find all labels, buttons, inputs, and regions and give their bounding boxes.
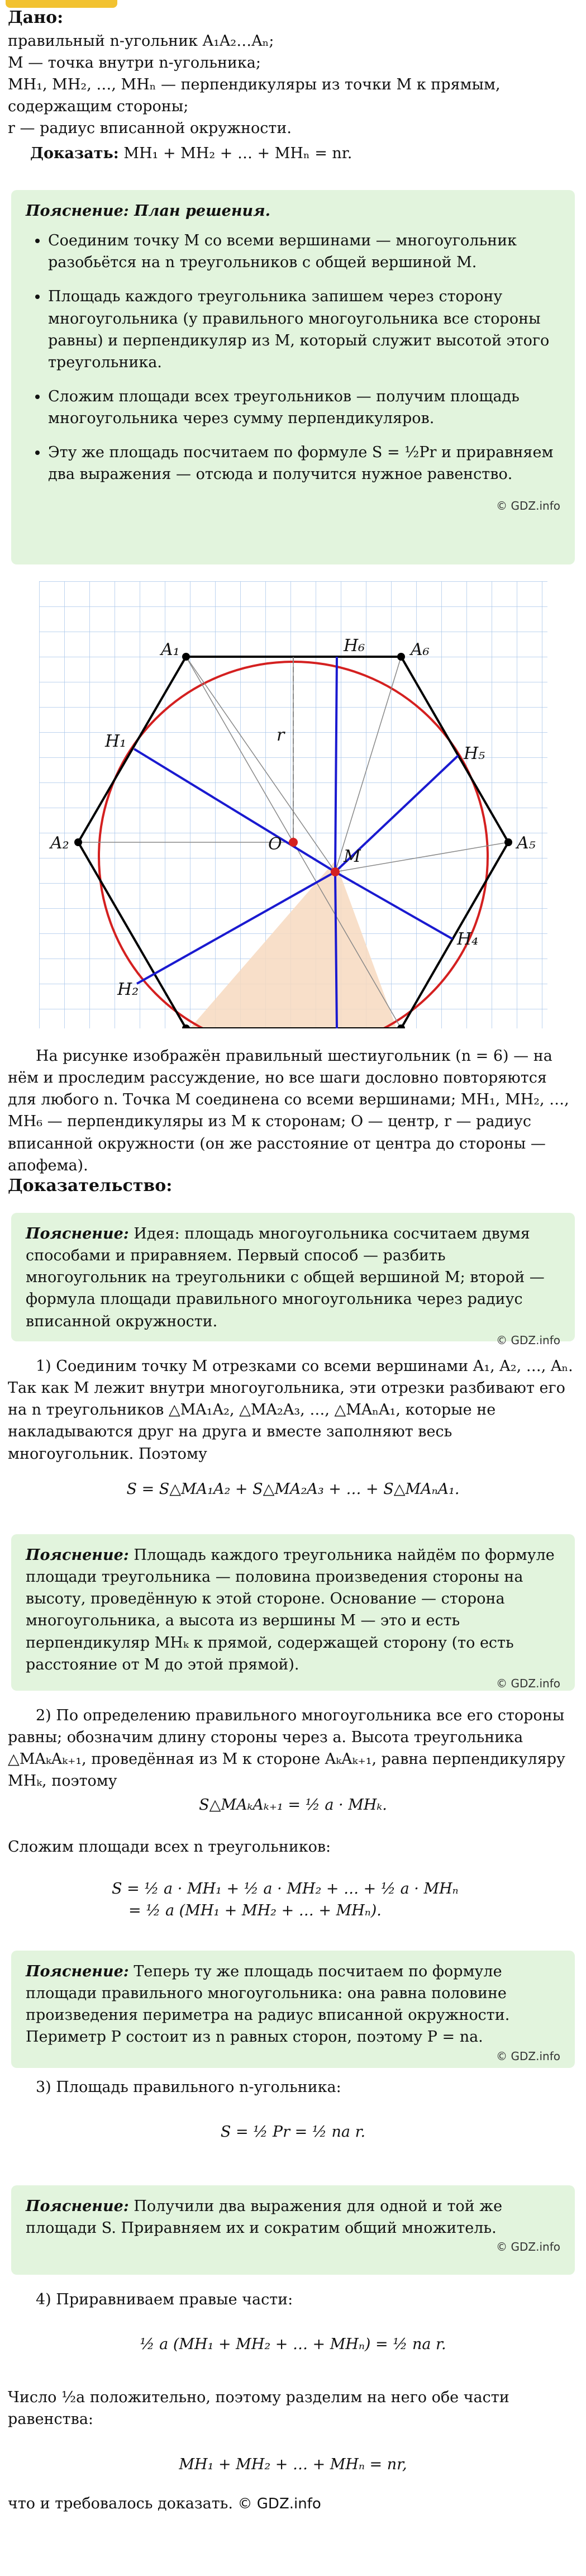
- conclusion-text: что и требовалось доказать.: [8, 2495, 233, 2512]
- label-H6: H₆: [344, 636, 365, 656]
- label-H5: H₅: [464, 744, 485, 763]
- label-A6: A₆: [411, 640, 430, 660]
- center-point: [289, 838, 298, 847]
- step-1: 1) Соединим точку M отрезками со всеми вершинами A₁, A₂, …, Aₙ. Так как M лежит внутри многоугольника, эти отрезки разбивают его на n треугольников △MA₁A₂, △MA₂A₃, …, △MAₙA₁, которые не накладываются друг на друга и вместе заполняют весь многоугольник. Поэтому: [8, 1358, 573, 1463]
- prove-line: [8, 143, 578, 164]
- plan-item-1: • Соединим точку M со всеми вершинами — многоугольник разобьётся на n треугольников с общей вершиной M.: [48, 230, 560, 273]
- note3-credit: © GDZ.info: [496, 2049, 560, 2063]
- sum-intro: Сложим площади всех n треугольников:: [8, 1838, 331, 1856]
- note-box-1: [11, 1213, 575, 1347]
- plan-item-2: • Площадь каждого треугольника запишем через сторону многоугольника (у правильного многоугольника все стороны равны) и перпендикуляр из M, который служит высотой этого треугольника.: [48, 286, 560, 373]
- note3-label: Пояснение:: [26, 1963, 129, 1980]
- note2-label: Пояснение:: [26, 1546, 129, 1564]
- note-box-4: [11, 2185, 575, 2275]
- given-title: Дано:: [8, 8, 64, 27]
- m-point: [331, 867, 340, 876]
- formula-6: MH₁ + MH₂ + … + MHₙ = nr,: [179, 2456, 407, 2473]
- conclusion-credit: © GDZ.info: [237, 2496, 321, 2512]
- note-box-3: [11, 1951, 575, 2068]
- label-H2: H₂: [117, 980, 139, 999]
- final-text: Число ½a положительно, поэтому разделим на него обе части равенства:: [8, 2389, 509, 2428]
- formula-3: [0, 1878, 586, 1922]
- formula-3a: S = ½ a · MH₁ + ½ a · MH₂ + … + ½ a · MHₙ: [112, 1880, 459, 1897]
- proof-title-block: [0, 1174, 586, 1198]
- plan-item-4: • Эту же площадь посчитаем по формуле S = ½Pr и приравняем два выражения — отсюда и получится нужное равенство.: [48, 442, 560, 485]
- step-4: 4) Приравниваем правые части:: [36, 2291, 293, 2308]
- note1-label: Пояснение:: [26, 1225, 129, 1242]
- step-3: 3) Площадь правильного n-угольника:: [36, 2079, 341, 2096]
- given-line-3: MH₁, MH₂, …, MHₙ — перпендикуляры из точки M к прямым, содержащим стороны;: [8, 75, 501, 115]
- plan-list: [26, 230, 560, 485]
- formula-4: S = ½ Pr = ½ na r.: [220, 2123, 366, 2141]
- given-section: [0, 6, 586, 164]
- conclusion-line: [0, 2493, 586, 2515]
- prove-label: Доказать:: [30, 145, 119, 163]
- formula-1: S = S△MA₁A₂ + S△MA₂A₃ + … + S△MAₙA₁.: [126, 1481, 460, 1498]
- note-box-2: [11, 1534, 575, 1691]
- label-A5: A₅: [517, 833, 536, 853]
- label-H1: H₁: [105, 732, 127, 751]
- formula-5: ½ a (MH₁ + MH₂ + … + MHₙ) = ½ na r.: [140, 2336, 446, 2353]
- given-line-1: правильный n-угольник A₁A₂…Aₙ;: [8, 32, 274, 50]
- formula-3b: = ½ a (MH₁ + MH₂ + … + MHₙ).: [128, 1902, 382, 1920]
- plan-credit: © GDZ.info: [496, 499, 560, 513]
- note2-text: Площадь каждого треугольника найдём по формуле площади треугольника — половина произведения стороны на высоту, проведённую к этой стороне. Основание — сторона многоугольника, а высота из вершины M — это и есть перпендикуляр MHₖ к прямой, содержащей сторону (то есть расстояние от M до этой прямой).: [26, 1546, 555, 1673]
- formula-2: S△MAₖAₖ₊₁ = ½ a · MHₖ.: [199, 1796, 387, 1814]
- label-H4: H₄: [457, 929, 479, 949]
- given-line-4: r — радиус вписанной окружности.: [8, 120, 292, 137]
- label-r: r: [277, 725, 285, 745]
- note2-credit: © GDZ.info: [496, 1676, 560, 1690]
- label-A2: A₂: [50, 833, 69, 853]
- label-A1: A₁: [161, 640, 180, 660]
- plan-item-3: • Сложим площади всех треугольников — получим площадь многоугольника через сумму перпендикуляров.: [48, 386, 560, 429]
- plan-box: [11, 190, 575, 564]
- figure-caption: На рисунке изображён правильный шестиугольник (n = 6) — на нём и проследим рассуждение, но все шаги дословно повторяются для любого n. Точка M соединена со всеми вершинами; MH₁, MH₂, …, MH₆ — перпендикуляры из M к сторонам; O — центр, r — радиус вписанной окружности (он же расстояние от центра до стороны — апофема).: [8, 1047, 569, 1174]
- note1-credit: © GDZ.info: [496, 1333, 560, 1347]
- given-line-2: M — точка внутри n-угольника;: [8, 54, 261, 72]
- hexagon-figure: [39, 581, 547, 1028]
- prove-text: MH₁ + MH₂ + … + MHₙ = nr.: [123, 145, 352, 163]
- note4-credit: © GDZ.info: [496, 2240, 560, 2254]
- note4-text: Получили два выражения для одной и той же площади S. Приравняем их и сократим общий множитель.: [26, 2198, 503, 2237]
- note4-label: Пояснение:: [26, 2198, 129, 2215]
- step-2: 2) По определению правильного многоугольника все его стороны равны; обозначим длину стороны через a. Высота треугольника △MAₖAₖ₊₁, проведённая из M к стороне AₖAₖ₊₁, равна перпендикуляру MHₖ, поэтому: [8, 1707, 565, 1790]
- proof-title: Доказательство:: [8, 1176, 173, 1196]
- plan-label: Пояснение: План решения.: [26, 202, 271, 220]
- label-O: O: [268, 834, 282, 854]
- note1-text: Идея: площадь многоугольника сосчитаем двумя способами и приравняем. Первый способ — разбить многоугольник на треугольники с общей вершиной M; второй — формула площади правильного многоугольника через радиус вписанной окружности.: [26, 1225, 545, 1330]
- note3-text: Теперь ту же площадь посчитаем по формуле площади правильного многоугольника: она равна половине произведения периметра на радиус вписанной окружности. Периметр P состоит из n равных сторон, поэтому P = na.: [26, 1963, 510, 2046]
- label-M: M: [344, 847, 361, 866]
